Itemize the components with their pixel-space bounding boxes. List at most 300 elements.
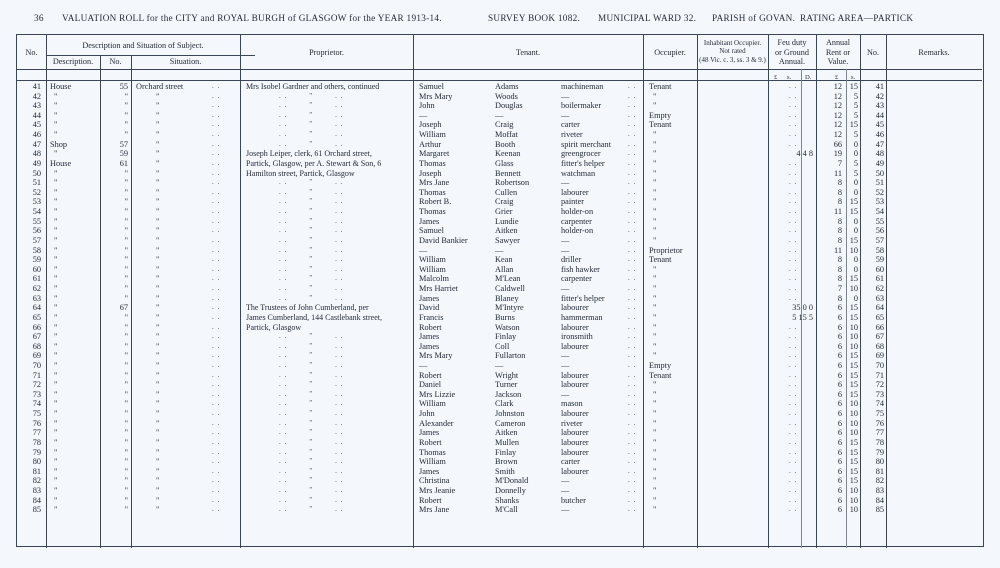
tenant-surname: Finlay <box>495 332 517 342</box>
rent-pounds: 6 <box>837 312 842 322</box>
row-house-number: " <box>124 178 128 188</box>
rent-pounds: 6 <box>837 418 842 428</box>
tenant-surname: Donnelly <box>495 486 526 496</box>
row-situation: " <box>156 197 160 207</box>
leader-dots: . . <box>212 495 221 504</box>
leader-dots: . . <box>789 197 798 206</box>
row-number-right: 63 <box>875 293 884 303</box>
row-number: 47 <box>32 139 41 149</box>
row-number-right: 60 <box>875 264 884 274</box>
leader-dots: . . <box>789 486 798 495</box>
tenant-first-name: James <box>419 341 440 351</box>
proprietor-ditto: . . " . . <box>279 360 344 369</box>
unit-feu-pence: D. <box>805 74 812 81</box>
tenant-surname: Moffat <box>495 130 518 140</box>
rent-shillings: 0 <box>853 255 858 265</box>
proprietor-ditto: . . " . . <box>279 178 344 187</box>
row-number-right: 69 <box>875 351 884 361</box>
rent-shillings: 10 <box>849 341 858 351</box>
tenant-surname: Blaney <box>495 293 519 303</box>
rent-shillings: 15 <box>849 274 858 284</box>
row-house-number: " <box>124 351 128 361</box>
rent-shillings: 15 <box>849 312 858 322</box>
leader-dots: . . <box>789 274 798 283</box>
row-description: " <box>54 130 58 140</box>
leader-dots: . . <box>789 360 798 369</box>
row-number-right: 58 <box>875 245 884 255</box>
rent-pounds: 6 <box>837 466 842 476</box>
row-house-number: " <box>124 235 128 245</box>
tenant-surname: M'Lean <box>495 274 521 284</box>
row-occupier: Empty <box>649 360 672 370</box>
row-house-number: " <box>124 389 128 399</box>
proprietor-ditto: . . " . . <box>279 130 344 139</box>
leader-dots: . . <box>789 139 798 148</box>
row-number: 68 <box>32 341 41 351</box>
tenant-surname: Lundie <box>495 216 519 226</box>
tenant-first-name: David <box>419 303 440 313</box>
tenant-first-name: Mrs Harriet <box>419 284 458 294</box>
proprietor-ditto: . . " . . <box>279 332 344 341</box>
leader-dots: . . <box>789 178 798 187</box>
leader-dots: . . <box>628 447 637 456</box>
row-description: " <box>54 409 58 419</box>
row-occupier: " <box>653 264 657 274</box>
row-occupier: " <box>653 341 657 351</box>
col-line <box>886 35 887 548</box>
leader-dots: . . <box>789 457 798 466</box>
leader-dots: . . <box>212 332 221 341</box>
row-house-number: " <box>124 332 128 342</box>
row-house-number: " <box>124 409 128 419</box>
rent-shillings: 15 <box>849 437 858 447</box>
leader-dots: . . <box>789 101 798 110</box>
row-house-number: " <box>124 399 128 409</box>
leader-dots: . . <box>628 457 637 466</box>
row-house-number: " <box>124 322 128 332</box>
leader-dots: . . <box>628 158 637 167</box>
row-situation: " <box>156 168 160 178</box>
rent-shillings: 10 <box>849 418 858 428</box>
leader-dots: . . <box>628 216 637 225</box>
rent-shillings: 0 <box>853 293 858 303</box>
rent-pounds: 6 <box>837 476 842 486</box>
rent-pounds: 11 <box>834 207 842 217</box>
row-house-number: " <box>124 437 128 447</box>
tenant-first-name: Thomas <box>419 207 446 217</box>
tenant-occupation: — <box>561 389 570 399</box>
tenant-surname: Allan <box>495 264 514 274</box>
leader-dots: . . <box>212 418 221 427</box>
tenant-occupation: carter <box>561 120 580 130</box>
rent-shillings: 15 <box>849 207 858 217</box>
row-number-right: 85 <box>875 505 884 515</box>
leader-dots: . . <box>628 101 637 110</box>
row-house-number: " <box>124 101 128 111</box>
proprietor-ditto: . . " . . <box>279 437 344 446</box>
leader-dots: . . <box>789 207 798 216</box>
rent-pounds: 6 <box>837 303 842 313</box>
tenant-occupation: carpenter <box>561 274 592 284</box>
tenant-first-name: Mrs Mary <box>419 351 453 361</box>
leader-dots: . . <box>789 341 798 350</box>
leader-dots: . . <box>789 505 798 514</box>
row-situation: " <box>156 178 160 188</box>
row-number-right: 67 <box>875 332 884 342</box>
leader-dots: . . <box>628 495 637 504</box>
row-situation: " <box>156 466 160 476</box>
row-description: " <box>54 389 58 399</box>
tenant-first-name: Mrs Lizzie <box>419 389 456 399</box>
tenant-surname: Turner <box>495 380 518 390</box>
leader-dots: . . <box>628 341 637 350</box>
tenant-surname: M'Donald <box>495 476 529 486</box>
row-house-number: " <box>124 457 128 467</box>
leader-dots: . . <box>628 274 637 283</box>
row-number: 42 <box>32 91 41 101</box>
tenant-surname: Woods <box>495 91 518 101</box>
row-occupier: Tenant <box>649 82 672 91</box>
row-situation: " <box>156 139 160 149</box>
tenant-first-name: William <box>419 264 446 274</box>
proprietor-ditto: . . " . . <box>279 495 344 504</box>
col-group-description: Description and Situation of Subject. <box>82 41 204 50</box>
leader-dots: . . <box>789 235 798 244</box>
tenant-surname: Adams <box>495 82 519 91</box>
proprietor-line: James Cumberland, 144 Castlebank street, <box>246 312 382 322</box>
row-description: " <box>54 245 58 255</box>
tenant-surname: Johnston <box>495 409 525 419</box>
leader-dots: . . <box>789 466 798 475</box>
leader-dots: . . <box>628 197 637 206</box>
leader-dots: . . <box>212 360 221 369</box>
tenant-surname: Aitken <box>495 226 518 236</box>
row-situation: " <box>156 158 160 168</box>
row-description: " <box>54 120 58 130</box>
leader-dots: . . <box>789 216 798 225</box>
leader-dots: . . <box>789 495 798 504</box>
tenant-occupation: boilermaker <box>561 101 602 111</box>
rent-shillings: 0 <box>853 187 858 197</box>
tenant-surname: M'Intyre <box>495 303 524 313</box>
unit-rent-shillings: s. <box>851 74 856 81</box>
row-number-right: 44 <box>875 110 884 120</box>
row-number: 84 <box>32 495 41 505</box>
tenant-first-name: John <box>419 409 435 419</box>
leader-dots: . . <box>628 139 637 148</box>
row-house-number: 67 <box>119 303 128 313</box>
rent-shillings: 5 <box>853 168 858 178</box>
proprietor-ditto: . . " . . <box>279 264 344 273</box>
leader-dots: . . <box>789 370 798 379</box>
rent-pounds: 8 <box>837 264 842 274</box>
proprietor-ditto: . . " . . <box>279 226 344 235</box>
col-situation: Situation. <box>169 57 202 66</box>
row-occupier: " <box>653 505 657 515</box>
row-description: " <box>54 332 58 342</box>
leader-dots: . . <box>789 168 798 177</box>
page-header <box>0 0 1000 34</box>
leader-dots: . . <box>789 226 798 235</box>
row-occupier: " <box>653 447 657 457</box>
row-occupier: " <box>653 476 657 486</box>
rent-pounds: 6 <box>837 486 842 496</box>
row-number-right: 72 <box>875 380 884 390</box>
leader-dots: . . <box>212 437 221 446</box>
tenant-first-name: James <box>419 466 440 476</box>
col-feu-duty <box>768 38 816 67</box>
leader-dots: . . <box>212 466 221 475</box>
tenant-first-name: Malcolm <box>419 274 449 284</box>
row-number: 62 <box>32 284 41 294</box>
row-situation: " <box>156 399 160 409</box>
leader-dots: . . <box>212 486 221 495</box>
leader-dots: . . <box>212 293 221 302</box>
leader-dots: . . <box>212 370 221 379</box>
leader-dots: . . <box>212 101 221 110</box>
row-number-right: 78 <box>875 437 884 447</box>
row-number-right: 73 <box>875 389 884 399</box>
row-occupier: " <box>653 418 657 428</box>
tenant-occupation: fish hawker <box>561 264 600 274</box>
row-description: " <box>54 91 58 101</box>
tenant-occupation: — <box>561 476 570 486</box>
col-rent-line: Value. <box>827 57 849 66</box>
row-description: Shop <box>50 139 68 149</box>
row-house-number: 61 <box>119 158 128 168</box>
tenant-occupation: painter <box>561 197 585 207</box>
row-occupier: " <box>653 332 657 342</box>
rent-pounds: 8 <box>837 178 842 188</box>
row-situation: " <box>156 245 160 255</box>
tenant-first-name: Alexander <box>419 418 454 428</box>
row-occupier: " <box>653 139 657 149</box>
leader-dots: . . <box>628 168 637 177</box>
tenant-occupation: labourer <box>561 187 589 197</box>
row-house-number: " <box>124 312 128 322</box>
leader-dots: . . <box>789 91 798 100</box>
rent-pounds: 6 <box>837 341 842 351</box>
leader-dots: . . <box>789 476 798 485</box>
leader-dots: . . <box>789 389 798 398</box>
row-house-number: 55 <box>119 82 128 91</box>
row-number: 44 <box>32 110 41 120</box>
proprietor-ditto: . . " . . <box>279 187 344 196</box>
row-description: " <box>54 207 58 217</box>
row-occupier: " <box>653 466 657 476</box>
rent-pounds: 8 <box>837 293 842 303</box>
row-description: " <box>54 264 58 274</box>
row-description: " <box>54 168 58 178</box>
leader-dots: . . <box>789 187 798 196</box>
col-feu-line: Annual. <box>778 57 806 66</box>
tenant-occupation: labourer <box>561 380 589 390</box>
proprietor-ditto: . . " . . <box>279 293 344 302</box>
proprietor-ditto: . . " . . <box>279 91 344 100</box>
tenant-occupation: holder-on <box>561 226 594 236</box>
rent-shillings: 10 <box>849 399 858 409</box>
row-number-right: 74 <box>875 399 884 409</box>
col-rent-line: Rent or <box>825 47 851 57</box>
row-situation: " <box>156 207 160 217</box>
tenant-occupation: spirit merchant <box>561 139 611 149</box>
row-house-number: " <box>124 505 128 515</box>
row-situation: " <box>156 293 160 303</box>
row-house-number: " <box>124 187 128 197</box>
row-number: 57 <box>32 235 41 245</box>
tenant-first-name: Mrs Jane <box>419 505 450 515</box>
tenant-occupation: labourer <box>561 322 589 332</box>
row-occupier: " <box>653 91 657 101</box>
row-house-number: " <box>124 274 128 284</box>
leader-dots: . . <box>789 264 798 273</box>
leader-dots: . . <box>628 82 637 90</box>
row-occupier: " <box>653 428 657 438</box>
leader-dots: . . <box>628 476 637 485</box>
leader-dots: . . <box>628 428 637 437</box>
row-description: " <box>54 149 58 159</box>
rent-pounds: 66 <box>833 139 842 149</box>
rent-pounds: 12 <box>833 91 842 101</box>
row-occupier: " <box>653 303 657 313</box>
rent-shillings: 15 <box>849 476 858 486</box>
row-situation: " <box>156 322 160 332</box>
row-number: 60 <box>32 264 41 274</box>
col-remarks: Remarks. <box>918 48 950 57</box>
leader-dots: . . <box>212 303 221 312</box>
tenant-occupation: fitter's helper <box>561 158 605 168</box>
row-description: " <box>54 293 58 303</box>
rent-pounds: 6 <box>837 505 842 515</box>
tenant-first-name: William <box>419 130 446 140</box>
rent-pounds: 6 <box>837 447 842 457</box>
leader-dots: . . <box>212 505 221 514</box>
tenant-occupation: — <box>561 178 570 188</box>
col-inhabitant-line: Inhabitant Occupier. <box>703 39 762 47</box>
tenant-surname: Fullarton <box>495 351 526 361</box>
leader-dots: . . <box>628 351 637 360</box>
row-house-number: " <box>124 466 128 476</box>
leader-dots: . . <box>212 187 221 196</box>
leader-dots: . . <box>212 158 221 167</box>
rent-pounds: 6 <box>837 428 842 438</box>
tenant-occupation: carter <box>561 457 580 467</box>
tenant-surname: Caldwell <box>495 284 525 294</box>
row-house-number: " <box>124 447 128 457</box>
leader-dots: . . <box>789 437 798 446</box>
leader-dots: . . <box>212 312 221 321</box>
row-description: " <box>54 303 58 313</box>
row-house-number: " <box>124 216 128 226</box>
row-house-number: " <box>124 168 128 178</box>
col-proprietor: Proprietor. <box>309 48 344 57</box>
tenant-occupation: hammerman <box>561 312 603 322</box>
row-description: " <box>54 495 58 505</box>
tenant-occupation: riveter <box>561 418 583 428</box>
row-situation: " <box>156 428 160 438</box>
row-number-right: 61 <box>875 274 884 284</box>
rent-shillings: 15 <box>849 351 858 361</box>
row-situation: Orchard street <box>136 82 184 91</box>
tenant-surname: Shanks <box>495 495 519 505</box>
tenant-occupation: labourer <box>561 341 589 351</box>
col-inhabitant-line: Not rated <box>719 47 746 56</box>
row-number-right: 43 <box>875 101 884 111</box>
tenant-first-name: Joseph <box>419 168 442 178</box>
row-number: 61 <box>32 274 41 284</box>
tenant-occupation: driller <box>561 255 582 265</box>
tenant-occupation: — <box>561 91 570 101</box>
row-number: 64 <box>32 303 41 313</box>
rent-shillings: 15 <box>849 389 858 399</box>
leader-dots: . . <box>212 274 221 283</box>
row-situation: " <box>156 495 160 505</box>
row-occupier: " <box>653 293 657 303</box>
leader-dots: . . <box>212 216 221 225</box>
leader-dots: . . <box>628 178 637 187</box>
row-house-number: " <box>124 226 128 236</box>
row-description: " <box>54 284 58 294</box>
row-description: House <box>50 158 72 168</box>
tenant-occupation: labourer <box>561 466 589 476</box>
proprietor-ditto: . . " . . <box>279 255 344 264</box>
tenant-first-name: — <box>419 110 428 120</box>
rent-pounds: 11 <box>834 245 842 255</box>
proprietor-ditto: . . " . . <box>279 505 344 514</box>
rent-shillings: 0 <box>853 226 858 236</box>
leader-dots: . . <box>628 149 637 158</box>
row-description: " <box>54 351 58 361</box>
row-number: 58 <box>32 245 41 255</box>
row-situation: " <box>156 110 160 120</box>
row-situation: " <box>156 303 160 313</box>
rating-area: RATING AREA—PARTICK <box>800 13 914 23</box>
leader-dots: . . <box>212 139 221 148</box>
tenant-first-name: Robert <box>419 437 442 447</box>
rent-pounds: 8 <box>837 255 842 265</box>
leader-dots: . . <box>789 418 798 427</box>
proprietor-ditto: . . " . . <box>279 341 344 350</box>
leader-dots: . . <box>212 130 221 139</box>
row-number: 72 <box>32 380 41 390</box>
leader-dots: . . <box>628 245 637 254</box>
tenant-occupation: machineman <box>561 82 604 91</box>
tenant-surname: Jackson <box>495 389 522 399</box>
tenant-occupation: — <box>561 245 570 255</box>
leader-dots: . . <box>628 110 637 119</box>
row-description: " <box>54 360 58 370</box>
tenant-surname: — <box>495 360 504 370</box>
row-number: 83 <box>32 486 41 496</box>
proprietor-ditto: . . " . . <box>279 197 344 206</box>
row-situation: " <box>156 101 160 111</box>
row-occupier: " <box>653 437 657 447</box>
proprietor-ditto: . . " . . <box>279 409 344 418</box>
tenant-first-name: James <box>419 332 440 342</box>
row-situation: " <box>156 380 160 390</box>
proprietor-line: The Trustees of John Cumberland, per <box>246 303 369 313</box>
row-description: " <box>54 341 58 351</box>
rent-pounds: 8 <box>837 274 842 284</box>
row-situation: " <box>156 332 160 342</box>
row-number-right: 55 <box>875 216 884 226</box>
row-house-number: " <box>124 255 128 265</box>
leader-dots: . . <box>212 178 221 187</box>
valuation-table <box>16 34 984 547</box>
leader-dots: . . <box>212 207 221 216</box>
row-situation: " <box>156 360 160 370</box>
rent-pounds: 6 <box>837 495 842 505</box>
